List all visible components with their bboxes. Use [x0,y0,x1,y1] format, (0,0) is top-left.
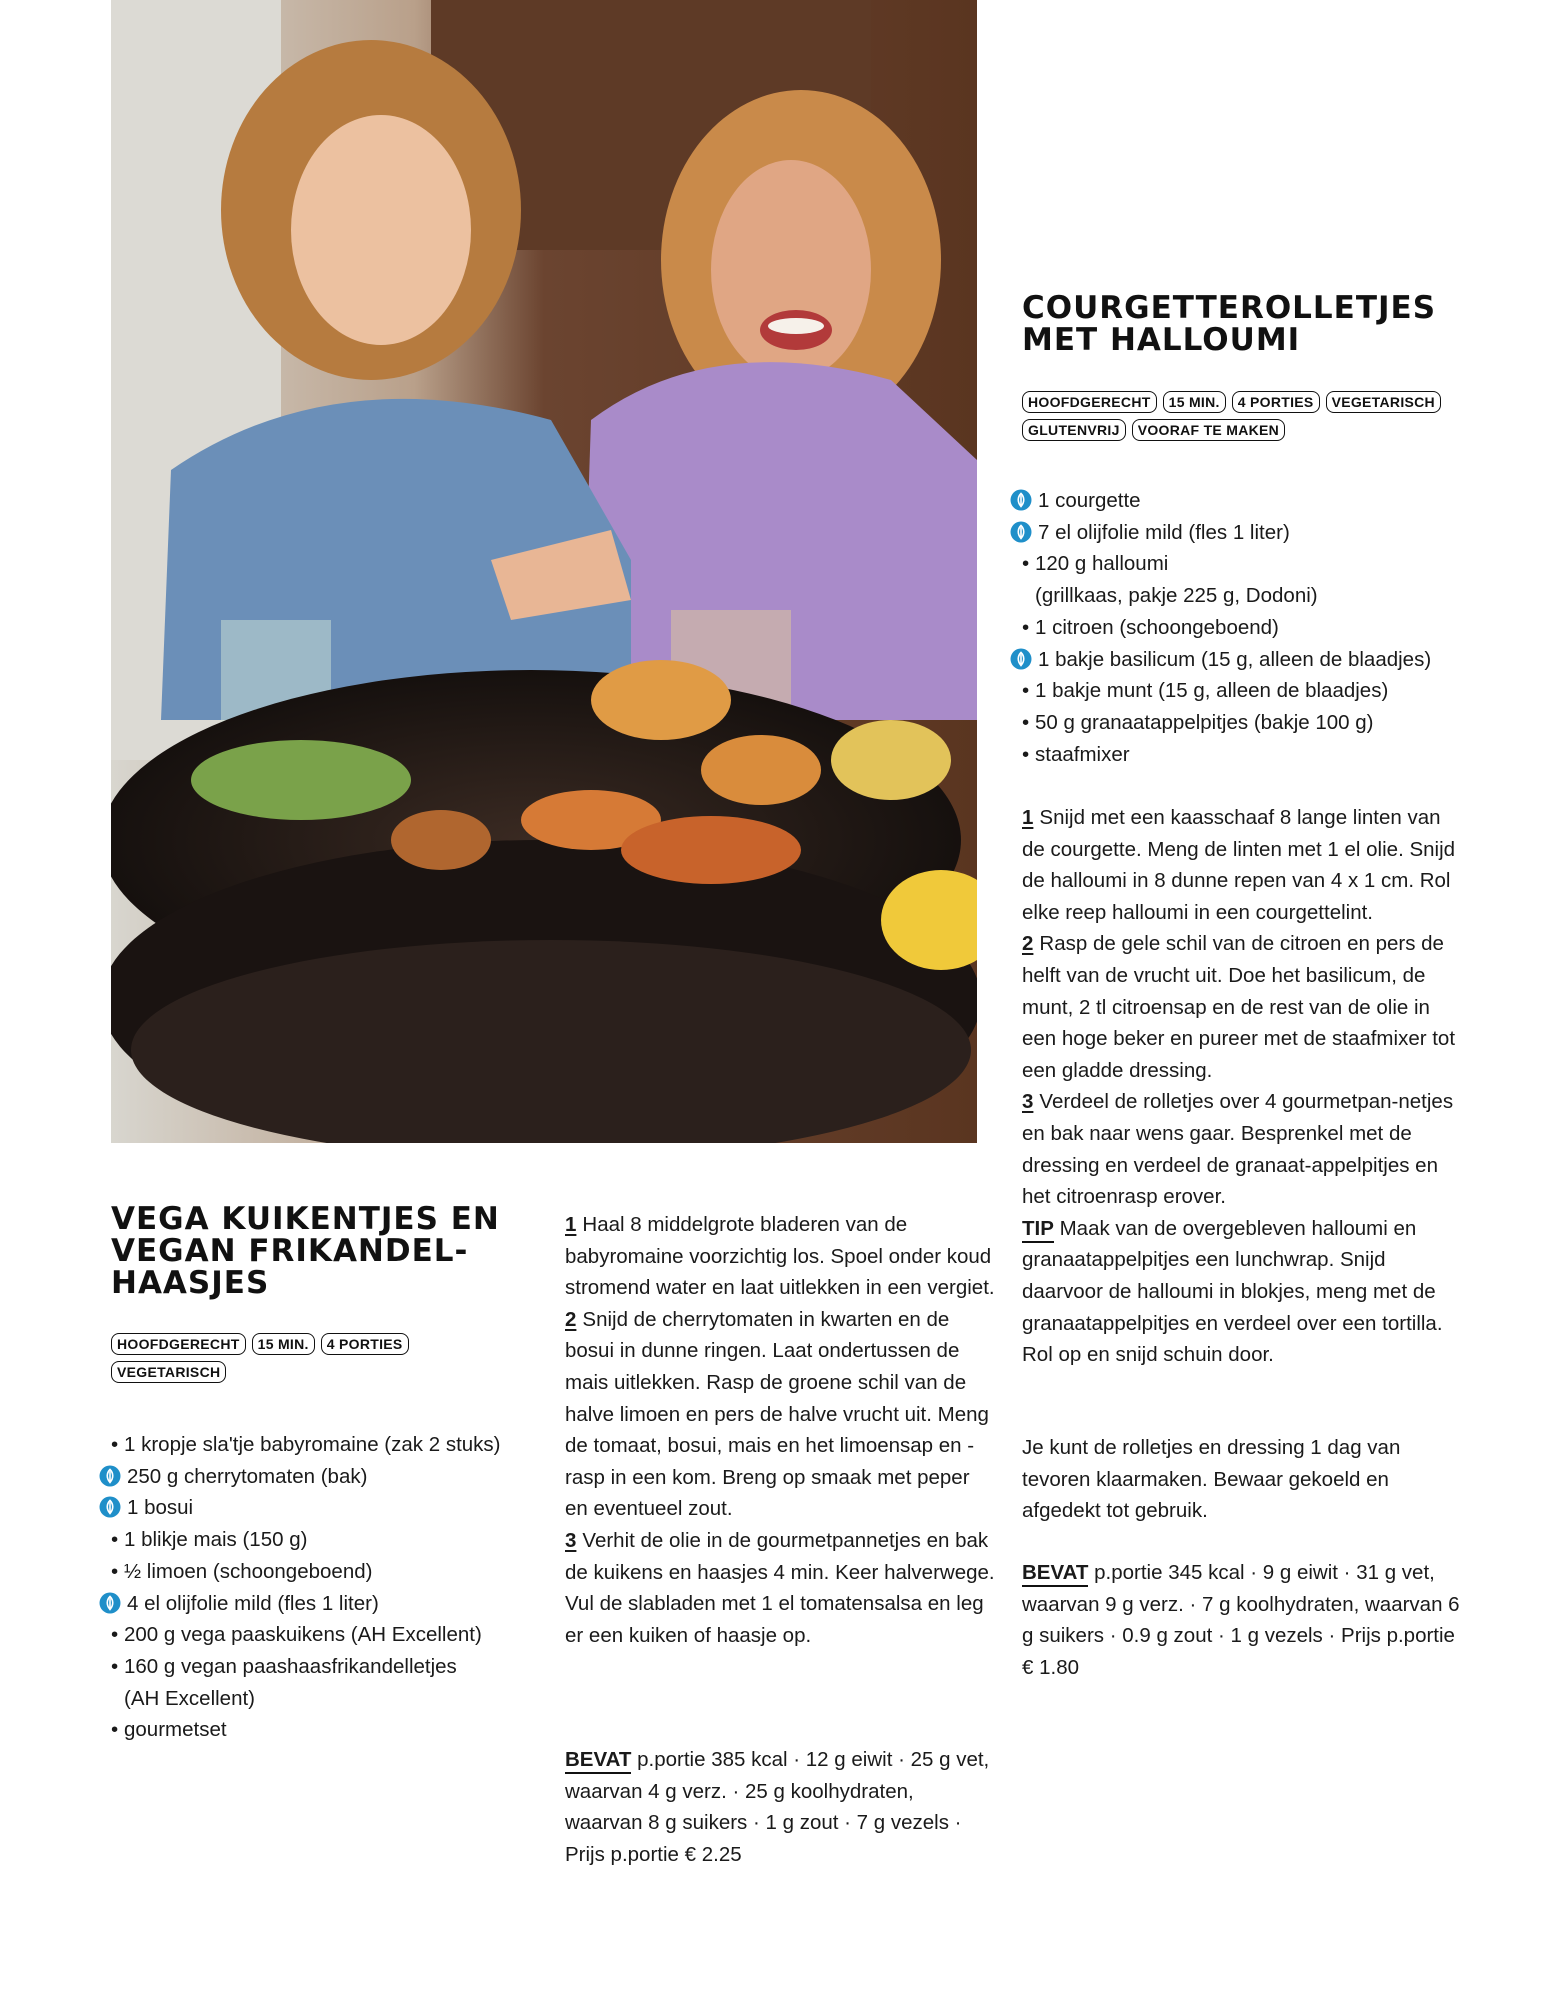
ingredient-text: staafmixer [1035,742,1130,766]
recipe-title-courgetterolletjes [1022,292,1462,356]
family-gourmet-photo [111,0,977,1143]
title-line: MET HALLOUMI [1022,322,1301,358]
step-number: 1 [565,1213,577,1236]
ingredient-item [1010,612,1460,644]
ingredient-text: 200 g vega paaskuikens (AH Excellent) [124,1623,482,1647]
step [565,1209,995,1304]
ingredient-text: 250 g cherrytomaten (bak) [127,1464,368,1488]
tag-vegetarian: VEGETARISCH [1326,391,1441,413]
ingredient-text: 50 g granaatappelpitjes (bakje 100 g) [1035,710,1374,734]
tag-time: 15 MIN. [1163,391,1226,413]
step-text: Verhit de olie in de gourmetpannetjes en bak de kuikens en haasjes 4 min. Keer halverwege. Vul de slabladen met 1 el tomatensalsa en leg er een kuiken of haasje op. [565,1528,995,1647]
step-text: Snijd met een kaasschaaf 8 lange linten van de courgette. Meng de linten met 1 el olie. Snijd de halloumi in 8 dunne repen van 4 x 1 cm. Rol elke reep halloumi in een courgettelint. [1022,806,1456,924]
tag-course: HOOFDGERECHT [111,1333,246,1355]
ingredient-item [99,1588,539,1620]
ingredient-text: ½ limoen (schoongeboend) [124,1559,373,1583]
step [1022,928,1462,1086]
make-ahead-note: Je kunt de rolletjes en dressing 1 dag van tevoren klaarmaken. Bewaar gekoeld en afgedekt tot gebruik. [1022,1436,1401,1523]
ingredient-list [1010,485,1460,770]
nutrition-info [565,1744,995,1870]
bullet-icon: • [111,1528,119,1552]
recipe-tags [1022,391,1462,441]
ingredient-text-continued: (grillkaas, pakje 225 g, Dodoni) [1035,584,1318,608]
nutrition-text: p.portie 345 kcal · 9 g eiwit · 31 g vet, waarvan 9 g verz. · 7 g koolhydraten, waarvan 6 g suikers · 0.9 g zout · 1 g vezels · Prijs p.portie € 1.80 [1022,1561,1460,1679]
tag-glutenfree: GLUTENVRIJ [1022,419,1126,441]
seasonal-produce-icon [1010,648,1032,670]
bullet-icon: • [111,1559,119,1583]
step [565,1304,995,1525]
nutrition-label: BEVAT [1022,1561,1088,1587]
tag-servings: 4 PORTIES [321,1333,409,1355]
seasonal-produce-icon [99,1592,121,1614]
step-text: Verdeel de rolletjes over 4 gourmetpan-netjes en bak naar wens gaar. Besprenkel met de dressing en verdeel de granaat-appelpitjes en het citroenrasp erover. [1022,1090,1454,1209]
step-number: 3 [565,1528,577,1552]
hero-photo [111,0,977,1143]
ingredient-text: 4 el olijfolie mild (fles 1 liter) [127,1591,379,1615]
step [1022,802,1462,928]
ingredient-item [99,1524,539,1556]
title-line: COURGETTEROLLETJES [1022,290,1437,326]
tag-vegetarian: VEGETARISCH [111,1361,226,1383]
seasonal-produce-icon [99,1496,121,1518]
step-text: Rasp de gele schil van de citroen en pers de helft van de vrucht uit. Doe het basilicum, de munt, 2 tl citroensap en de rest van de olie in een hoge beker en pureer met de staafmixer tot een gladde dressing. [1022,932,1456,1082]
ingredient-item [99,1651,539,1714]
recipe-title-vega-kuikentjes [111,1203,531,1299]
tag-course: HOOFDGERECHT [1022,391,1157,413]
seasonal-produce-icon [1010,521,1032,543]
ingredient-text: 1 bakje basilicum (15 g, alleen de blaadjes) [1038,647,1432,671]
step-number: 2 [1022,932,1034,956]
step-text: Haal 8 middelgrote bladeren van de babyromaine voorzichtig los. Spoel onder koud stromend water en laat uitlekken in een vergiet. [565,1213,995,1300]
tip [1022,1213,1462,1371]
ingredient-text: 120 g halloumi [1035,552,1169,576]
ingredient-text-continued: (AH Excellent) [124,1686,256,1710]
ingredient-text: 1 courgette [1038,489,1141,512]
ingredient-text: 1 blikje mais (150 g) [124,1528,308,1552]
ingredient-item [99,1492,539,1524]
ingredient-item [99,1714,539,1746]
ingredient-text: gourmetset [124,1718,227,1742]
bullet-icon: • [1022,615,1030,639]
ingredient-text: 7 el olijfolie mild (fles 1 liter) [1038,520,1290,544]
step [1022,1086,1462,1212]
ingredient-item [1010,644,1460,676]
ingredient-item [1010,517,1460,549]
bullet-icon: • [111,1654,119,1678]
bullet-icon: • [1022,710,1030,734]
ingredient-item [1010,739,1460,771]
ingredient-list [99,1429,539,1746]
title-line: HAASJES [111,1265,270,1301]
bullet-icon: • [1022,742,1030,766]
preparation-steps [1022,802,1462,1371]
tag-time: 15 MIN. [252,1333,315,1355]
seasonal-produce-icon [99,1465,121,1487]
seasonal-produce-icon [1010,489,1032,511]
step-number: 1 [1022,806,1034,829]
nutrition-label: BEVAT [565,1748,631,1774]
preparation-steps [565,1209,995,1651]
tag-make-ahead: VOORAF TE MAKEN [1132,419,1285,441]
ingredient-item [1010,485,1460,517]
step-text: Snijd de cherrytomaten in kwarten en de bosui in dunne ringen. Laat ondertussen de mais uitlekken. Rasp de groene schil van de halve limoen en pers de halve vrucht uit. Meng de tomaat, bosui, mais en het limoensap en -rasp in een kom. Breng op smaak met peper en eventueel zout. [565,1307,989,1521]
title-line: VEGAN FRIKANDEL- [111,1233,469,1269]
tag-servings: 4 PORTIES [1232,391,1320,413]
bullet-icon: • [111,1718,119,1742]
ingredient-item [1010,707,1460,739]
step-number: 3 [1022,1090,1034,1114]
tip-text: Maak van de overgebleven halloumi en granaatappelpitjes een lunchwrap. Snijd daarvoor de halloumi in blokjes, meng met de granaatappelpitjes en verdeel over een tortilla. Rol op en snijd schuin door. [1022,1216,1443,1367]
ingredient-item [99,1461,539,1493]
bullet-icon: • [1022,552,1030,576]
bullet-icon: • [111,1433,119,1456]
bullet-icon: • [111,1623,119,1647]
step [565,1525,995,1651]
ingredient-text: 1 citroen (schoongeboend) [1035,615,1279,639]
ingredient-text: 160 g vegan paashaasfrikandelletjes [124,1654,457,1678]
ingredient-item [1010,675,1460,707]
ingredient-text: 1 bakje munt (15 g, alleen de blaadjes) [1035,679,1389,703]
bullet-icon: • [1022,679,1030,703]
tip-label: TIP [1022,1217,1054,1243]
nutrition-text: p.portie 385 kcal · 12 g eiwit · 25 g vet, waarvan 4 g verz. · 25 g koolhydraten, waarvan 8 g suikers · 1 g zout · 7 g vezels · Prijs p.portie € 2.25 [565,1748,990,1866]
recipe-tags [111,1333,431,1383]
ingredient-item [1010,548,1460,611]
title-line: VEGA KUIKENTJES EN [111,1201,500,1237]
ingredient-item [99,1556,539,1588]
ingredient-text: 1 bosui [127,1496,194,1520]
step-number: 2 [565,1307,577,1331]
ingredient-item [99,1429,539,1461]
ingredient-item [99,1619,539,1651]
ingredient-text: 1 kropje sla'tje babyromaine (zak 2 stuks) [124,1433,501,1456]
nutrition-info [1022,1557,1462,1683]
